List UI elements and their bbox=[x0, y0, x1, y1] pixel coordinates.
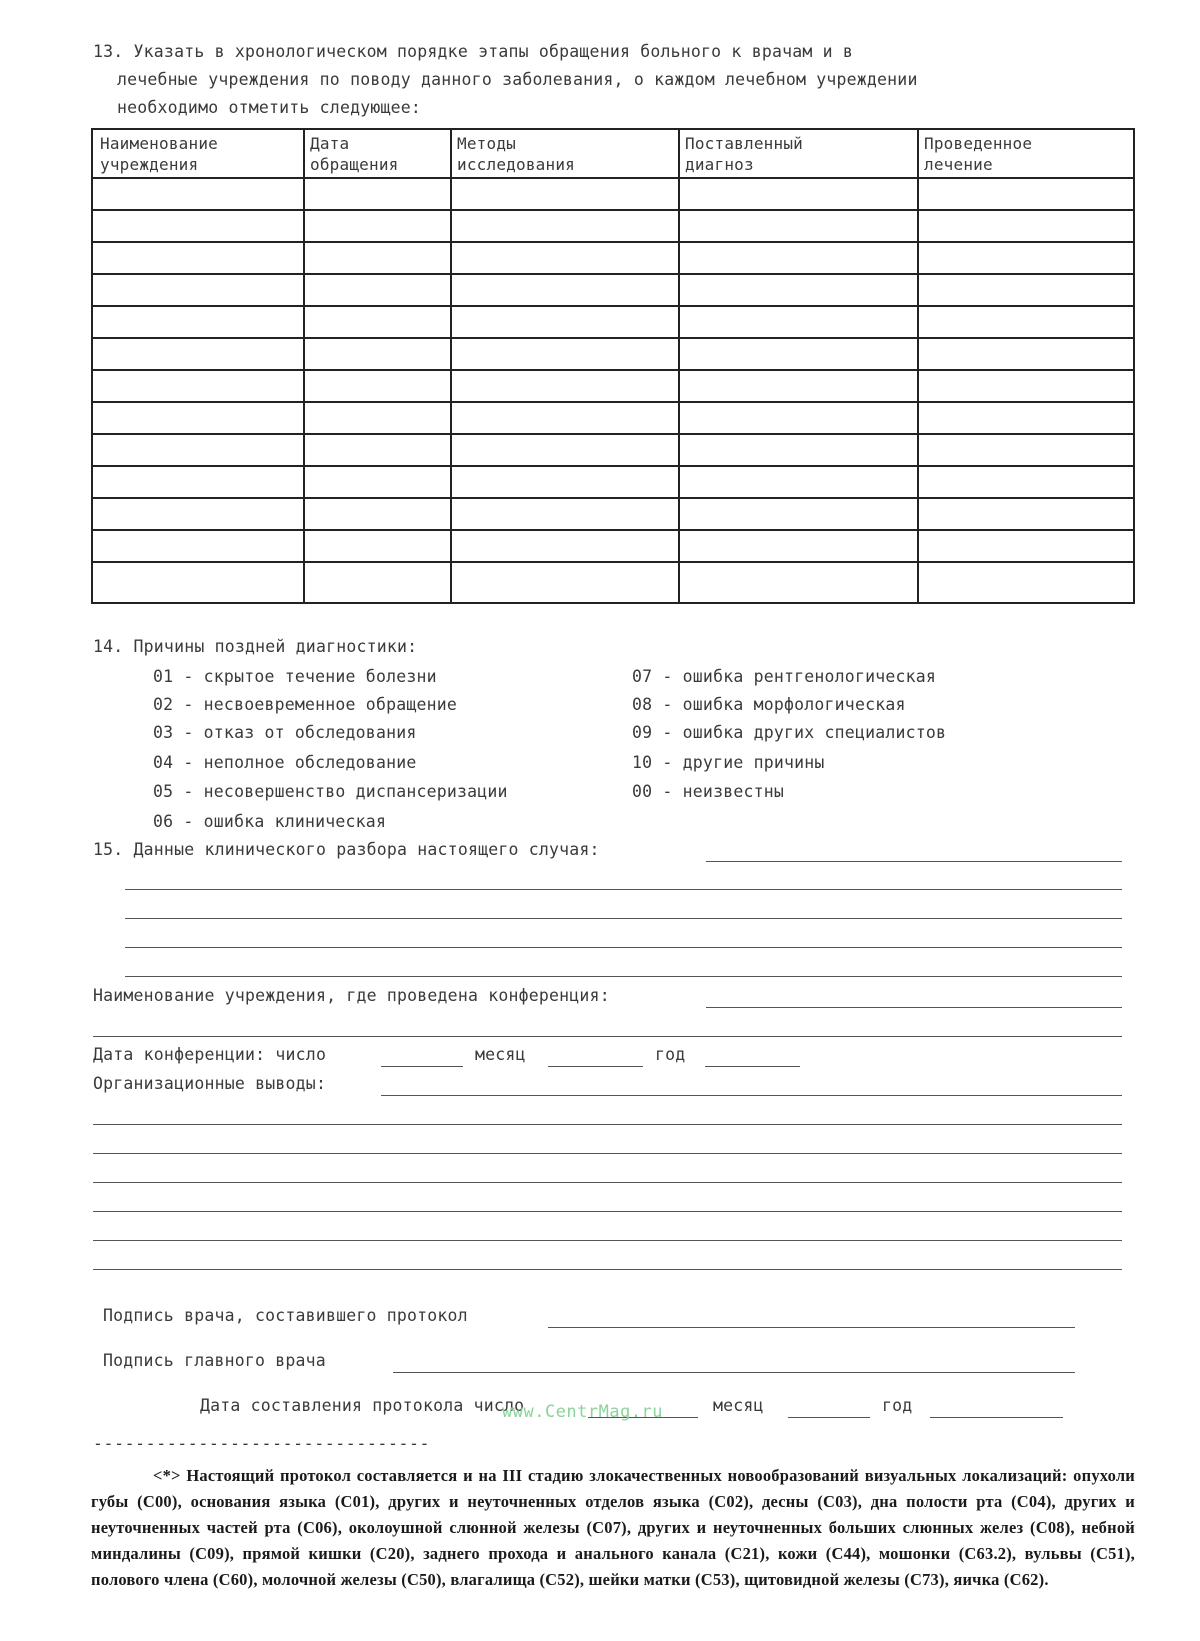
section-15-title: 15. Данные клинического разбора настоящего случая: bbox=[93, 840, 600, 859]
reason-05: 05 - несовершенство диспансеризации bbox=[153, 782, 508, 801]
reason-09: 09 - ошибка других специалистов bbox=[632, 723, 947, 742]
conference-date-label: Дата конференции: число bbox=[93, 1045, 327, 1064]
doctor-signature-label: Подпись врача, составившего протокол bbox=[103, 1306, 468, 1325]
header-methods: Методы исследования bbox=[457, 134, 575, 174]
reason-04: 04 - неполное обследование bbox=[153, 753, 417, 772]
header-treatment: Проведенное лечение bbox=[924, 134, 1033, 174]
reason-10: 10 - другие причины bbox=[632, 753, 825, 772]
conclusions-blank-1[interactable] bbox=[381, 1095, 1122, 1096]
doctor-signature-blank[interactable] bbox=[548, 1327, 1075, 1328]
conference-day-blank[interactable] bbox=[381, 1066, 463, 1067]
conference-month-label: месяц bbox=[475, 1045, 526, 1064]
section-13-line-1: 13. Указать в хронологическом порядке этапы обращения больного к врачам и в bbox=[93, 42, 854, 61]
conference-year-blank[interactable] bbox=[705, 1066, 800, 1067]
conference-institution-blank-1[interactable] bbox=[706, 1007, 1122, 1008]
reason-00: 00 - неизвестны bbox=[632, 782, 785, 801]
institutions-table bbox=[91, 128, 1135, 604]
chief-signature-label: Подпись главного врача bbox=[103, 1351, 326, 1370]
section-13-line-2: лечебные учреждения по поводу данного заболевания, о каждом лечебном учреждении bbox=[117, 70, 918, 89]
reason-06: 06 - ошибка клиническая bbox=[153, 812, 387, 831]
section-15-blank-1[interactable] bbox=[706, 861, 1122, 862]
section-15-blank-4[interactable] bbox=[125, 947, 1122, 948]
protocol-month-blank[interactable] bbox=[788, 1417, 870, 1418]
conference-month-blank[interactable] bbox=[548, 1066, 643, 1067]
section-14-title: 14. Причины поздней диагностики: bbox=[93, 637, 418, 656]
reason-02: 02 - несвоевременное обращение bbox=[153, 695, 458, 714]
section-15-blank-5[interactable] bbox=[125, 976, 1122, 977]
header-date: Дата обращения bbox=[310, 134, 399, 174]
footnote-text: <*> Настоящий протокол составляется и на III стадию злокачественных новообразований визуальных локализаций: опухоли губы (С00), основания языка (С01), других и неуточненных отделов языка (С02), десны (С03), дна полости рта (С04), других и неуточненных частей рта (С06), околоушной слюнной железы (С07), других и неуточненных больших слюнных желез (С08), небной миндалины (С09), прямой кишки (С20), заднего прохода и анального канала (С21), кожи (С44), мошонки (С63.2), вульвы (С51), полового члена (С60), молочной железы (С50), влагалища (С52), шейки матки (С53), щитовидной железы (С73), яичка (С62). bbox=[91, 1466, 1135, 1589]
reason-01: 01 - скрытое течение болезни bbox=[153, 667, 437, 686]
protocol-year-label: год bbox=[882, 1396, 913, 1415]
conference-institution-blank-2[interactable] bbox=[93, 1036, 1122, 1037]
protocol-month-label: месяц bbox=[713, 1396, 764, 1415]
conclusions-blank-4[interactable] bbox=[93, 1182, 1122, 1183]
reason-08: 08 - ошибка морфологическая bbox=[632, 695, 906, 714]
reason-07: 07 - ошибка рентгенологическая bbox=[632, 667, 937, 686]
watermark: www.CentrMag.ru bbox=[502, 1402, 664, 1422]
conclusions-blank-5[interactable] bbox=[93, 1211, 1122, 1212]
conclusions-blank-7[interactable] bbox=[93, 1269, 1122, 1270]
conclusions-blank-6[interactable] bbox=[93, 1240, 1122, 1241]
reason-03: 03 - отказ от обследования bbox=[153, 723, 417, 742]
conclusions-blank-2[interactable] bbox=[93, 1124, 1122, 1125]
conclusions-label: Организационные выводы: bbox=[93, 1074, 327, 1093]
header-institution: Наименование учреждения bbox=[100, 134, 218, 174]
footnote-separator: -------------------------------- bbox=[93, 1434, 431, 1453]
section-15-blank-3[interactable] bbox=[125, 918, 1122, 919]
section-13-line-3: необходимо отметить следующее: bbox=[117, 98, 422, 117]
protocol-date-label: Дата составления протокола число bbox=[200, 1396, 525, 1415]
chief-signature-blank[interactable] bbox=[393, 1372, 1075, 1373]
conference-institution-label: Наименование учреждения, где проведена конференция: bbox=[93, 986, 610, 1005]
conference-year-label: год bbox=[655, 1045, 686, 1064]
header-diagnosis: Поставленный диагноз bbox=[685, 134, 803, 174]
section-15-blank-2[interactable] bbox=[125, 889, 1122, 890]
protocol-year-blank[interactable] bbox=[930, 1417, 1063, 1418]
conclusions-blank-3[interactable] bbox=[93, 1153, 1122, 1154]
